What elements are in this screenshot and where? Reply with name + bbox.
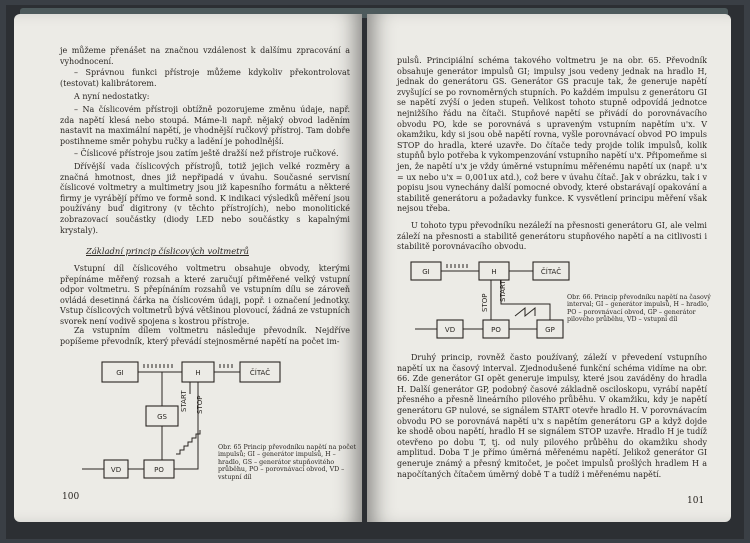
block-citac-label: ČÍTAČ (249, 369, 271, 377)
block-gi-label: GI (422, 268, 430, 276)
block-po-label: PO (154, 466, 164, 474)
signal-stop: STOP (481, 293, 489, 312)
block-h-label: H (195, 369, 201, 377)
paragraph: Za vstupním dílem voltmetru následuje převodník. Nejdříve popíšeme převodník, který převádí stejnosměrné napětí na počet im- (60, 326, 350, 346)
paragraph: – Číslicové přístroje jsou zatím ještě dražší než přístroje ručkové. (74, 149, 339, 158)
signal-stop: STOP (196, 395, 204, 414)
figure-66-caption: Obr. 66. Princip převodníku napětí na časový interval; GI – generátor impulsů, H – hradlo, PO – porovnávací obvod, GP – generátor pilového průběhu, VD – vstupní díl (567, 294, 711, 324)
page-number: 101 (687, 496, 705, 506)
block-gs-label: GS (157, 413, 167, 421)
block-po-label: PO (491, 326, 501, 334)
signal-start: START (499, 280, 507, 302)
block-citac-label: ČÍTAČ (540, 268, 562, 276)
block-vd-label: VD (444, 326, 456, 334)
block-vd-label: VD (110, 466, 122, 474)
paragraph: – Správnou funkci přístroje můžeme kdykoliv překontrolovat (testovat) kalibrátorem. (60, 68, 350, 88)
paragraph: je můžeme přenášet na značnou vzdálenost k dalšímu zpracování a vyhodnocení. (60, 46, 350, 66)
block-gp-label: GP (545, 326, 555, 334)
signal-start: START (180, 390, 188, 412)
left-page (14, 14, 362, 522)
block-h-label: H (491, 268, 497, 276)
section-heading: Základní princip číslicových voltmetrů (86, 246, 249, 256)
block-gi-label: GI (116, 369, 124, 377)
paragraph: U tohoto typu převodníku nezáleží na přesnosti generátoru GI, ale velmi záleží na přesnosti a stabilitě generátoru stupňového napětí a na citlivosti i stabilitě porovnávacího obvodu. (397, 221, 707, 252)
paragraph: Vstupní díl číslicového voltmetru obsahuje obvody, kterými přepínáme měřený rozsah a které zaručují přiměřené velký vstupní odpor voltmetru. S přepínáním rozsahů ve vstupním dílu se zároveň ovládá desetinná čárka na číslicovém údaji, popř. i označení jednotky. Vstup číslicových voltmetrů bývá většinou plovoucí, žádná ze vstupních svorek není vodivě spojena s kostrou přístroje. (60, 264, 350, 326)
page-number: 100 (62, 492, 80, 502)
paragraph: Dřívější vada číslicových přístrojů, totiž jejich velké rozměry a značná hmotnost, dnes již nepřipadá v úvahu. Současné servisní číslicové voltmetry a multimetry jsou již kapesního formátu a některé firmy je vyrábějí přímo ve formě sond. K indikaci výsledků měření jsou používány buď digitrony (v těchto přístrojích), nebo monolitické zobrazovací součástky (diody LED nebo součástky s kapalnými krystaly). (60, 162, 350, 235)
paragraph: – Na číslicovém přístroji obtížně pozorujeme změnu údaje, např. zda napětí klesá nebo stoupá. Máme-li např. nějaký obvod laděním nastavit na maximální napětí, je vhodnější ručkový přístroj. Tam dobře postihneme směr pohybu ručky a ladění je pohodlnější. (60, 105, 350, 146)
paragraph: pulsů. Principiální schéma takového voltmetru je na obr. 65. Převodník obsahuje generátor impulsů GI; impulsy jsou vedeny jednak na hradlo H, jednak do generátoru GS. Generátor GS pracuje tak, že generuje napětí zvyšující se po rovnoměrných stupních. Po každém impulsu z generátoru GI se napětí zvýší o jeden stupeň. Velikost tohoto stupně odpovídá jednotce nejnižšího řádu na čítači. Stupňové napětí se přivádí do porovnávacího obvodu PO, kde se porovnává s upraveným vstupním napětím u'x. V okamžiku, kdy si jsou obě napětí rovna, vyšle porovnávací obvod PO impuls STOP do hradla, které uzavře. Do čítače tedy projde tolik impulsů, kolik stupňů bylo potřeba k vykompenzování vstupního napětí u'x. Připomeňme si jen, že napětí u'x je vždy úměrné vstupnímu měřenému napětí ux (např. u'x = ux nebo u'x = 0,001ux atd.), což bere v úvahu čítač. Jak v obrázku, tak i v popisu jsou vynechány další pomocné obvody, které obstarávají opakování a stabilitě generátoru a požadavky funkce. K vysvětlení principu měření však nejsou třeba. (397, 56, 707, 214)
figure-65-caption: Obr. 65 Princip převodníku napětí na počet impulsů; GI – generátor impulsů, H – hradlo, GS – generátor stupňovitého průběhu, PO – porovnávací obvod, VD – vstupní díl (218, 444, 357, 481)
right-page (367, 14, 731, 522)
paragraph: A nyní nedostatky: (74, 92, 150, 101)
paragraph: Druhý princip, rovněž často používaný, záleží v převedení vstupního napětí ux na časový interval. Zjednodušené funkční schéma vidíme na obr. 66. Zde generátor GI opět generuje impulsy, které jsou zaváděny do hradla H. Další generátor GP, podobný časové základně osciloskopu, vyrábí napětí přesného a přesně lineárního pilového průběhu. V okamžiku, kdy je napětí generátoru GP nulové, se signálem START otevře hradlo H. V porovnávacím obvodu PO se porovnává napětí u'x s napětím generátoru GP a když dojde ke shodě obou napětí, hradlo H se signálem STOP uzavře. Hradlo H je tudíž otevřeno po dobu T, tj. od nuly pilového průběhu do okamžiku shody amplitud. Doba T je přímo úměrná měřenému napětí. Jelikož generátor GI generuje známý a přesný kmitočet, je počet impulsů prošlých hradlem H a napočítaných čítačem úměrný době T a tudíž i měřenému napětí. (397, 353, 707, 479)
